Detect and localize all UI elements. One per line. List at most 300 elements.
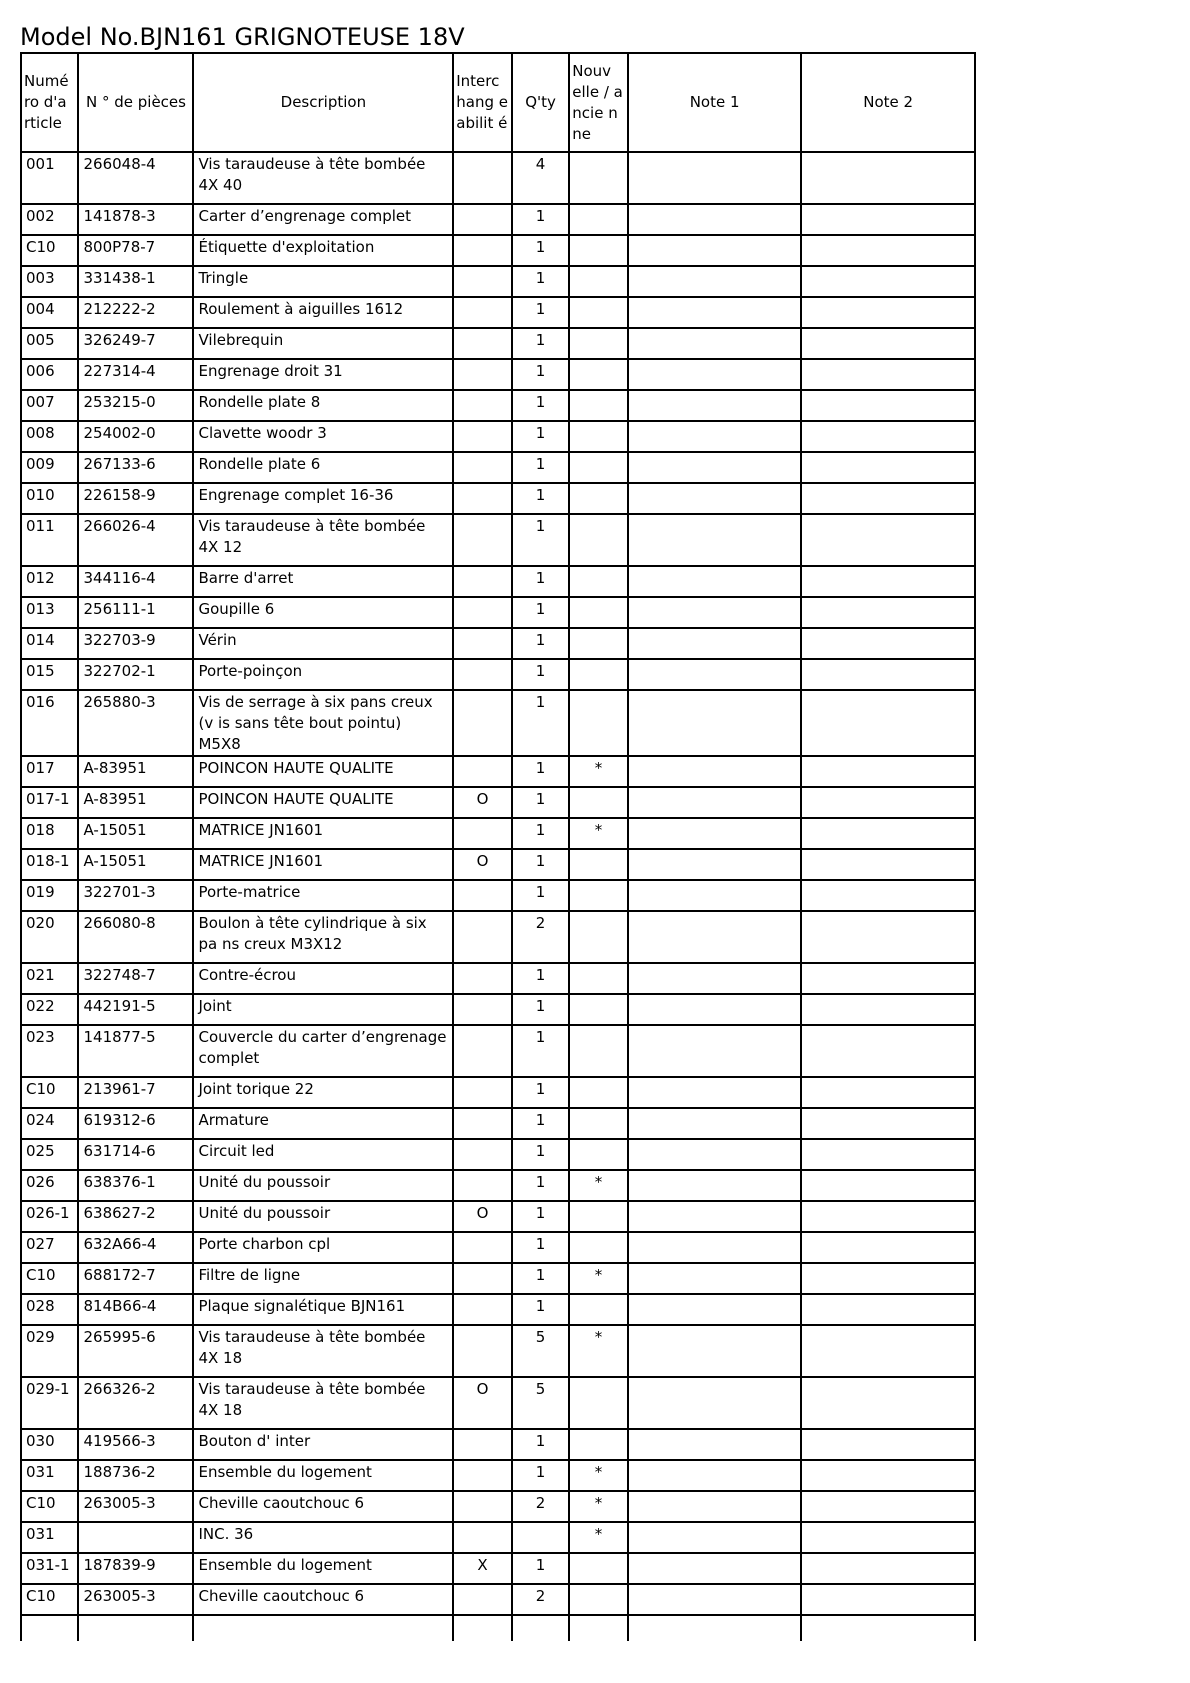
cell-interchangeability (453, 297, 512, 328)
cell-note-2 (801, 911, 975, 963)
cell-part-no: 326249-7 (78, 328, 193, 359)
cell-interchangeability: O (453, 849, 512, 880)
cell-qty: 1 (512, 1553, 569, 1584)
cell-part-no: 227314-4 (78, 359, 193, 390)
table-row (21, 1615, 975, 1641)
cell-note-1 (628, 756, 802, 787)
cell-new-old (569, 1584, 628, 1615)
cell-note-2 (801, 297, 975, 328)
cell-interchangeability (453, 483, 512, 514)
cell-new-old: * (569, 818, 628, 849)
cell-part-no: 188736-2 (78, 1460, 193, 1491)
cell-note-1 (628, 659, 802, 690)
cell-qty: 1 (512, 1077, 569, 1108)
cell-qty: 1 (512, 1139, 569, 1170)
cell-item-no: 018 (21, 818, 78, 849)
cell-interchangeability (453, 235, 512, 266)
cell-part-no: 254002-0 (78, 421, 193, 452)
cell-interchangeability (453, 204, 512, 235)
cell-note-1 (628, 1553, 802, 1584)
cell-note-2 (801, 787, 975, 818)
table-row (21, 1108, 975, 1139)
cell-note-2 (801, 1553, 975, 1584)
cell-part-no: 419566-3 (78, 1429, 193, 1460)
table-row (21, 1077, 975, 1108)
cell-interchangeability (453, 628, 512, 659)
cell-part-no: 266080-8 (78, 911, 193, 963)
table-row (21, 911, 975, 963)
cell-note-2 (801, 1491, 975, 1522)
cell-description: INC. 36 (193, 1522, 453, 1553)
cell-note-2 (801, 266, 975, 297)
table-row (21, 514, 975, 566)
table-row (21, 297, 975, 328)
cell-part-no: 265995-6 (78, 1325, 193, 1377)
table-row (21, 1294, 975, 1325)
cell-description: Couvercle du carter d’engrenage complet (193, 1025, 453, 1077)
cell-item-no: 028 (21, 1294, 78, 1325)
cell-note-1 (628, 566, 802, 597)
cell-note-1 (628, 1201, 802, 1232)
cell-part-no: A-15051 (78, 818, 193, 849)
cell-item-no: 018-1 (21, 849, 78, 880)
cell-item-no: C10 (21, 235, 78, 266)
cell-new-old (569, 1139, 628, 1170)
cell-note-2 (801, 1170, 975, 1201)
cell-note-1 (628, 1294, 802, 1325)
cell-note-1 (628, 1025, 802, 1077)
cell-item-no: 015 (21, 659, 78, 690)
table-row (21, 963, 975, 994)
table-row (21, 204, 975, 235)
cell-description: Roulement à aiguilles 1612 (193, 297, 453, 328)
cell-item-no: 031 (21, 1522, 78, 1553)
table-row (21, 818, 975, 849)
cell-item-no: 017 (21, 756, 78, 787)
cell-item-no: C10 (21, 1584, 78, 1615)
cell-qty (512, 1615, 569, 1641)
cell-description: Goupille 6 (193, 597, 453, 628)
header-interchangeability: Interc hang eabilit é (453, 53, 512, 152)
cell-item-no: 003 (21, 266, 78, 297)
cell-note-1 (628, 849, 802, 880)
cell-qty: 1 (512, 994, 569, 1025)
cell-qty: 1 (512, 566, 569, 597)
cell-note-1 (628, 204, 802, 235)
cell-note-2 (801, 1025, 975, 1077)
cell-item-no: 023 (21, 1025, 78, 1077)
cell-part-no: 141878-3 (78, 204, 193, 235)
page-title: Model No.BJN161 GRIGNOTEUSE 18V (20, 23, 465, 51)
table-header-row (21, 53, 975, 152)
cell-part-no (78, 1615, 193, 1641)
cell-part-no: 187839-9 (78, 1553, 193, 1584)
cell-note-1 (628, 1077, 802, 1108)
cell-part-no: 266048-4 (78, 152, 193, 204)
cell-part-no: 322748-7 (78, 963, 193, 994)
cell-new-old (569, 1294, 628, 1325)
cell-note-2 (801, 1108, 975, 1139)
cell-description: Vérin (193, 628, 453, 659)
table-row (21, 1522, 975, 1553)
cell-part-no: 344116-4 (78, 566, 193, 597)
cell-new-old: * (569, 756, 628, 787)
cell-note-1 (628, 597, 802, 628)
cell-description: Vis de serrage à six pans creux (v is sans tête bout pointu) M5X8 (193, 690, 453, 756)
cell-qty: 1 (512, 266, 569, 297)
cell-item-no: 031-1 (21, 1553, 78, 1584)
cell-part-no: 322702-1 (78, 659, 193, 690)
cell-note-1 (628, 1615, 802, 1641)
cell-item-no: 002 (21, 204, 78, 235)
table-row (21, 690, 975, 756)
cell-new-old (569, 421, 628, 452)
cell-item-no: 013 (21, 597, 78, 628)
parts-table (20, 52, 976, 1641)
cell-note-2 (801, 1584, 975, 1615)
cell-new-old: * (569, 1325, 628, 1377)
cell-new-old (569, 204, 628, 235)
cell-note-1 (628, 994, 802, 1025)
parts-table-body (21, 152, 975, 1641)
cell-new-old (569, 911, 628, 963)
cell-description: MATRICE JN1601 (193, 818, 453, 849)
cell-qty: 1 (512, 235, 569, 266)
cell-interchangeability (453, 1170, 512, 1201)
cell-description: Rondelle plate 6 (193, 452, 453, 483)
cell-qty: 1 (512, 659, 569, 690)
cell-interchangeability (453, 266, 512, 297)
cell-interchangeability (453, 1077, 512, 1108)
cell-interchangeability (453, 390, 512, 421)
cell-part-no: 213961-7 (78, 1077, 193, 1108)
table-row (21, 628, 975, 659)
cell-part-no: 638376-1 (78, 1170, 193, 1201)
cell-note-2 (801, 1263, 975, 1294)
cell-new-old (569, 690, 628, 756)
cell-note-2 (801, 235, 975, 266)
cell-item-no: C10 (21, 1263, 78, 1294)
cell-description: POINCON HAUTE QUALITE (193, 756, 453, 787)
cell-interchangeability (453, 1522, 512, 1553)
table-row (21, 452, 975, 483)
cell-part-no: 256111-1 (78, 597, 193, 628)
cell-new-old (569, 1108, 628, 1139)
cell-item-no: 016 (21, 690, 78, 756)
cell-item-no: 021 (21, 963, 78, 994)
cell-note-1 (628, 1325, 802, 1377)
cell-description: Bouton d' inter (193, 1429, 453, 1460)
cell-new-old: * (569, 1263, 628, 1294)
cell-item-no: 007 (21, 390, 78, 421)
cell-interchangeability: O (453, 787, 512, 818)
cell-description: Circuit led (193, 1139, 453, 1170)
cell-description: Ensemble du logement (193, 1460, 453, 1491)
cell-description: Étiquette d'exploitation (193, 235, 453, 266)
cell-note-1 (628, 1108, 802, 1139)
table-row (21, 1491, 975, 1522)
cell-description: Unité du poussoir (193, 1170, 453, 1201)
cell-description: Rondelle plate 8 (193, 390, 453, 421)
cell-note-2 (801, 1139, 975, 1170)
cell-note-2 (801, 597, 975, 628)
cell-qty: 1 (512, 1025, 569, 1077)
cell-new-old (569, 1377, 628, 1429)
table-row (21, 849, 975, 880)
cell-item-no: 026 (21, 1170, 78, 1201)
cell-description (193, 1615, 453, 1641)
cell-new-old (569, 235, 628, 266)
cell-interchangeability (453, 1108, 512, 1139)
cell-new-old (569, 1201, 628, 1232)
cell-interchangeability (453, 1294, 512, 1325)
cell-interchangeability (453, 659, 512, 690)
cell-item-no: 010 (21, 483, 78, 514)
table-row (21, 994, 975, 1025)
cell-new-old (569, 566, 628, 597)
cell-new-old (569, 1077, 628, 1108)
header-note-1: Note 1 (628, 53, 802, 152)
table-row (21, 1139, 975, 1170)
cell-note-2 (801, 1377, 975, 1429)
cell-qty: 4 (512, 152, 569, 204)
cell-note-1 (628, 297, 802, 328)
cell-part-no: 331438-1 (78, 266, 193, 297)
cell-interchangeability (453, 880, 512, 911)
cell-note-1 (628, 1522, 802, 1553)
cell-description: Porte-matrice (193, 880, 453, 911)
table-row (21, 1263, 975, 1294)
cell-interchangeability (453, 597, 512, 628)
cell-note-2 (801, 566, 975, 597)
cell-qty: 2 (512, 1584, 569, 1615)
header-item-no: Numé ro d'a rticle (21, 53, 78, 152)
cell-note-1 (628, 911, 802, 963)
cell-note-2 (801, 1615, 975, 1641)
cell-description: Boulon à tête cylindrique à six pa ns creux M3X12 (193, 911, 453, 963)
cell-qty: 1 (512, 690, 569, 756)
cell-part-no: 267133-6 (78, 452, 193, 483)
cell-new-old (569, 514, 628, 566)
cell-description: Cheville caoutchouc 6 (193, 1491, 453, 1522)
cell-description: Engrenage complet 16-36 (193, 483, 453, 514)
table-row (21, 266, 975, 297)
cell-note-2 (801, 1429, 975, 1460)
cell-new-old (569, 359, 628, 390)
cell-item-no: 009 (21, 452, 78, 483)
cell-description: Porte charbon cpl (193, 1232, 453, 1263)
cell-note-1 (628, 452, 802, 483)
table-row (21, 1553, 975, 1584)
cell-interchangeability: O (453, 1377, 512, 1429)
cell-interchangeability (453, 994, 512, 1025)
cell-part-no: 632A66-4 (78, 1232, 193, 1263)
cell-note-1 (628, 483, 802, 514)
cell-qty: 1 (512, 1429, 569, 1460)
cell-part-no: 226158-9 (78, 483, 193, 514)
cell-note-2 (801, 659, 975, 690)
cell-interchangeability: O (453, 1201, 512, 1232)
cell-note-2 (801, 152, 975, 204)
cell-note-1 (628, 1377, 802, 1429)
cell-part-no: 212222-2 (78, 297, 193, 328)
cell-item-no (21, 1615, 78, 1641)
cell-part-no: 266026-4 (78, 514, 193, 566)
cell-interchangeability (453, 818, 512, 849)
cell-interchangeability (453, 963, 512, 994)
cell-qty: 2 (512, 911, 569, 963)
cell-item-no: 012 (21, 566, 78, 597)
header-part-no: N ° de pièces (78, 53, 193, 152)
cell-description: Filtre de ligne (193, 1263, 453, 1294)
cell-note-1 (628, 690, 802, 756)
cell-interchangeability (453, 1025, 512, 1077)
cell-note-1 (628, 880, 802, 911)
cell-qty: 1 (512, 514, 569, 566)
cell-note-2 (801, 818, 975, 849)
cell-description: Armature (193, 1108, 453, 1139)
cell-item-no: C10 (21, 1491, 78, 1522)
cell-interchangeability (453, 1491, 512, 1522)
cell-part-no (78, 1522, 193, 1553)
cell-new-old (569, 297, 628, 328)
cell-qty: 5 (512, 1325, 569, 1377)
cell-note-1 (628, 266, 802, 297)
cell-new-old (569, 152, 628, 204)
cell-interchangeability (453, 911, 512, 963)
table-row (21, 1025, 975, 1077)
cell-note-1 (628, 514, 802, 566)
cell-note-2 (801, 756, 975, 787)
cell-item-no: 006 (21, 359, 78, 390)
cell-description: Vis taraudeuse à tête bombée 4X 40 (193, 152, 453, 204)
cell-part-no: 800P78-7 (78, 235, 193, 266)
cell-part-no: 322703-9 (78, 628, 193, 659)
cell-description: Joint (193, 994, 453, 1025)
cell-item-no: 025 (21, 1139, 78, 1170)
cell-qty: 1 (512, 483, 569, 514)
cell-interchangeability (453, 1584, 512, 1615)
cell-new-old: * (569, 1460, 628, 1491)
cell-description: POINCON HAUTE QUALITE (193, 787, 453, 818)
cell-part-no: 638627-2 (78, 1201, 193, 1232)
cell-part-no: 253215-0 (78, 390, 193, 421)
cell-note-1 (628, 152, 802, 204)
table-row (21, 359, 975, 390)
cell-description: Engrenage droit 31 (193, 359, 453, 390)
cell-note-1 (628, 1584, 802, 1615)
cell-part-no: 141877-5 (78, 1025, 193, 1077)
cell-note-2 (801, 994, 975, 1025)
cell-item-no: 020 (21, 911, 78, 963)
cell-note-2 (801, 1460, 975, 1491)
cell-item-no: 008 (21, 421, 78, 452)
table-row (21, 659, 975, 690)
cell-note-1 (628, 787, 802, 818)
cell-note-1 (628, 359, 802, 390)
table-row (21, 235, 975, 266)
cell-item-no: 026-1 (21, 1201, 78, 1232)
cell-note-1 (628, 390, 802, 421)
cell-qty: 1 (512, 1263, 569, 1294)
cell-item-no: 005 (21, 328, 78, 359)
header-description: Description (193, 53, 453, 152)
table-row (21, 1170, 975, 1201)
cell-qty: 1 (512, 787, 569, 818)
cell-note-2 (801, 1325, 975, 1377)
cell-item-no: 031 (21, 1460, 78, 1491)
cell-new-old (569, 963, 628, 994)
cell-qty: 1 (512, 628, 569, 659)
cell-description: Tringle (193, 266, 453, 297)
cell-qty: 1 (512, 359, 569, 390)
cell-item-no: 030 (21, 1429, 78, 1460)
cell-note-2 (801, 328, 975, 359)
cell-item-no: 004 (21, 297, 78, 328)
cell-note-2 (801, 880, 975, 911)
cell-part-no: 263005-3 (78, 1584, 193, 1615)
cell-part-no: 814B66-4 (78, 1294, 193, 1325)
cell-item-no: 011 (21, 514, 78, 566)
cell-qty: 1 (512, 963, 569, 994)
cell-qty: 1 (512, 452, 569, 483)
cell-item-no: 024 (21, 1108, 78, 1139)
cell-interchangeability (453, 328, 512, 359)
cell-qty: 1 (512, 1460, 569, 1491)
cell-qty: 1 (512, 597, 569, 628)
cell-qty: 1 (512, 818, 569, 849)
header-qty: Q'ty (512, 53, 569, 152)
cell-note-2 (801, 204, 975, 235)
cell-note-2 (801, 359, 975, 390)
cell-qty: 1 (512, 1232, 569, 1263)
cell-description: Barre d'arret (193, 566, 453, 597)
cell-interchangeability (453, 452, 512, 483)
cell-interchangeability (453, 1615, 512, 1641)
cell-new-old (569, 994, 628, 1025)
cell-qty: 1 (512, 204, 569, 235)
cell-note-2 (801, 390, 975, 421)
cell-note-2 (801, 1201, 975, 1232)
table-row (21, 597, 975, 628)
cell-part-no: 619312-6 (78, 1108, 193, 1139)
cell-interchangeability (453, 566, 512, 597)
cell-new-old: * (569, 1522, 628, 1553)
cell-interchangeability: X (453, 1553, 512, 1584)
cell-qty: 1 (512, 1294, 569, 1325)
cell-new-old (569, 1553, 628, 1584)
cell-note-1 (628, 818, 802, 849)
cell-qty: 1 (512, 421, 569, 452)
cell-description: Vis taraudeuse à tête bombée 4X 18 (193, 1325, 453, 1377)
cell-new-old (569, 483, 628, 514)
cell-new-old (569, 266, 628, 297)
cell-part-no: A-83951 (78, 756, 193, 787)
cell-part-no: 442191-5 (78, 994, 193, 1025)
table-row (21, 756, 975, 787)
cell-new-old (569, 597, 628, 628)
cell-qty: 1 (512, 1170, 569, 1201)
cell-new-old (569, 1429, 628, 1460)
cell-part-no: 631714-6 (78, 1139, 193, 1170)
cell-note-1 (628, 235, 802, 266)
table-row (21, 787, 975, 818)
table-row (21, 390, 975, 421)
cell-interchangeability (453, 1232, 512, 1263)
cell-part-no: 265880-3 (78, 690, 193, 756)
cell-note-2 (801, 690, 975, 756)
cell-interchangeability (453, 1460, 512, 1491)
